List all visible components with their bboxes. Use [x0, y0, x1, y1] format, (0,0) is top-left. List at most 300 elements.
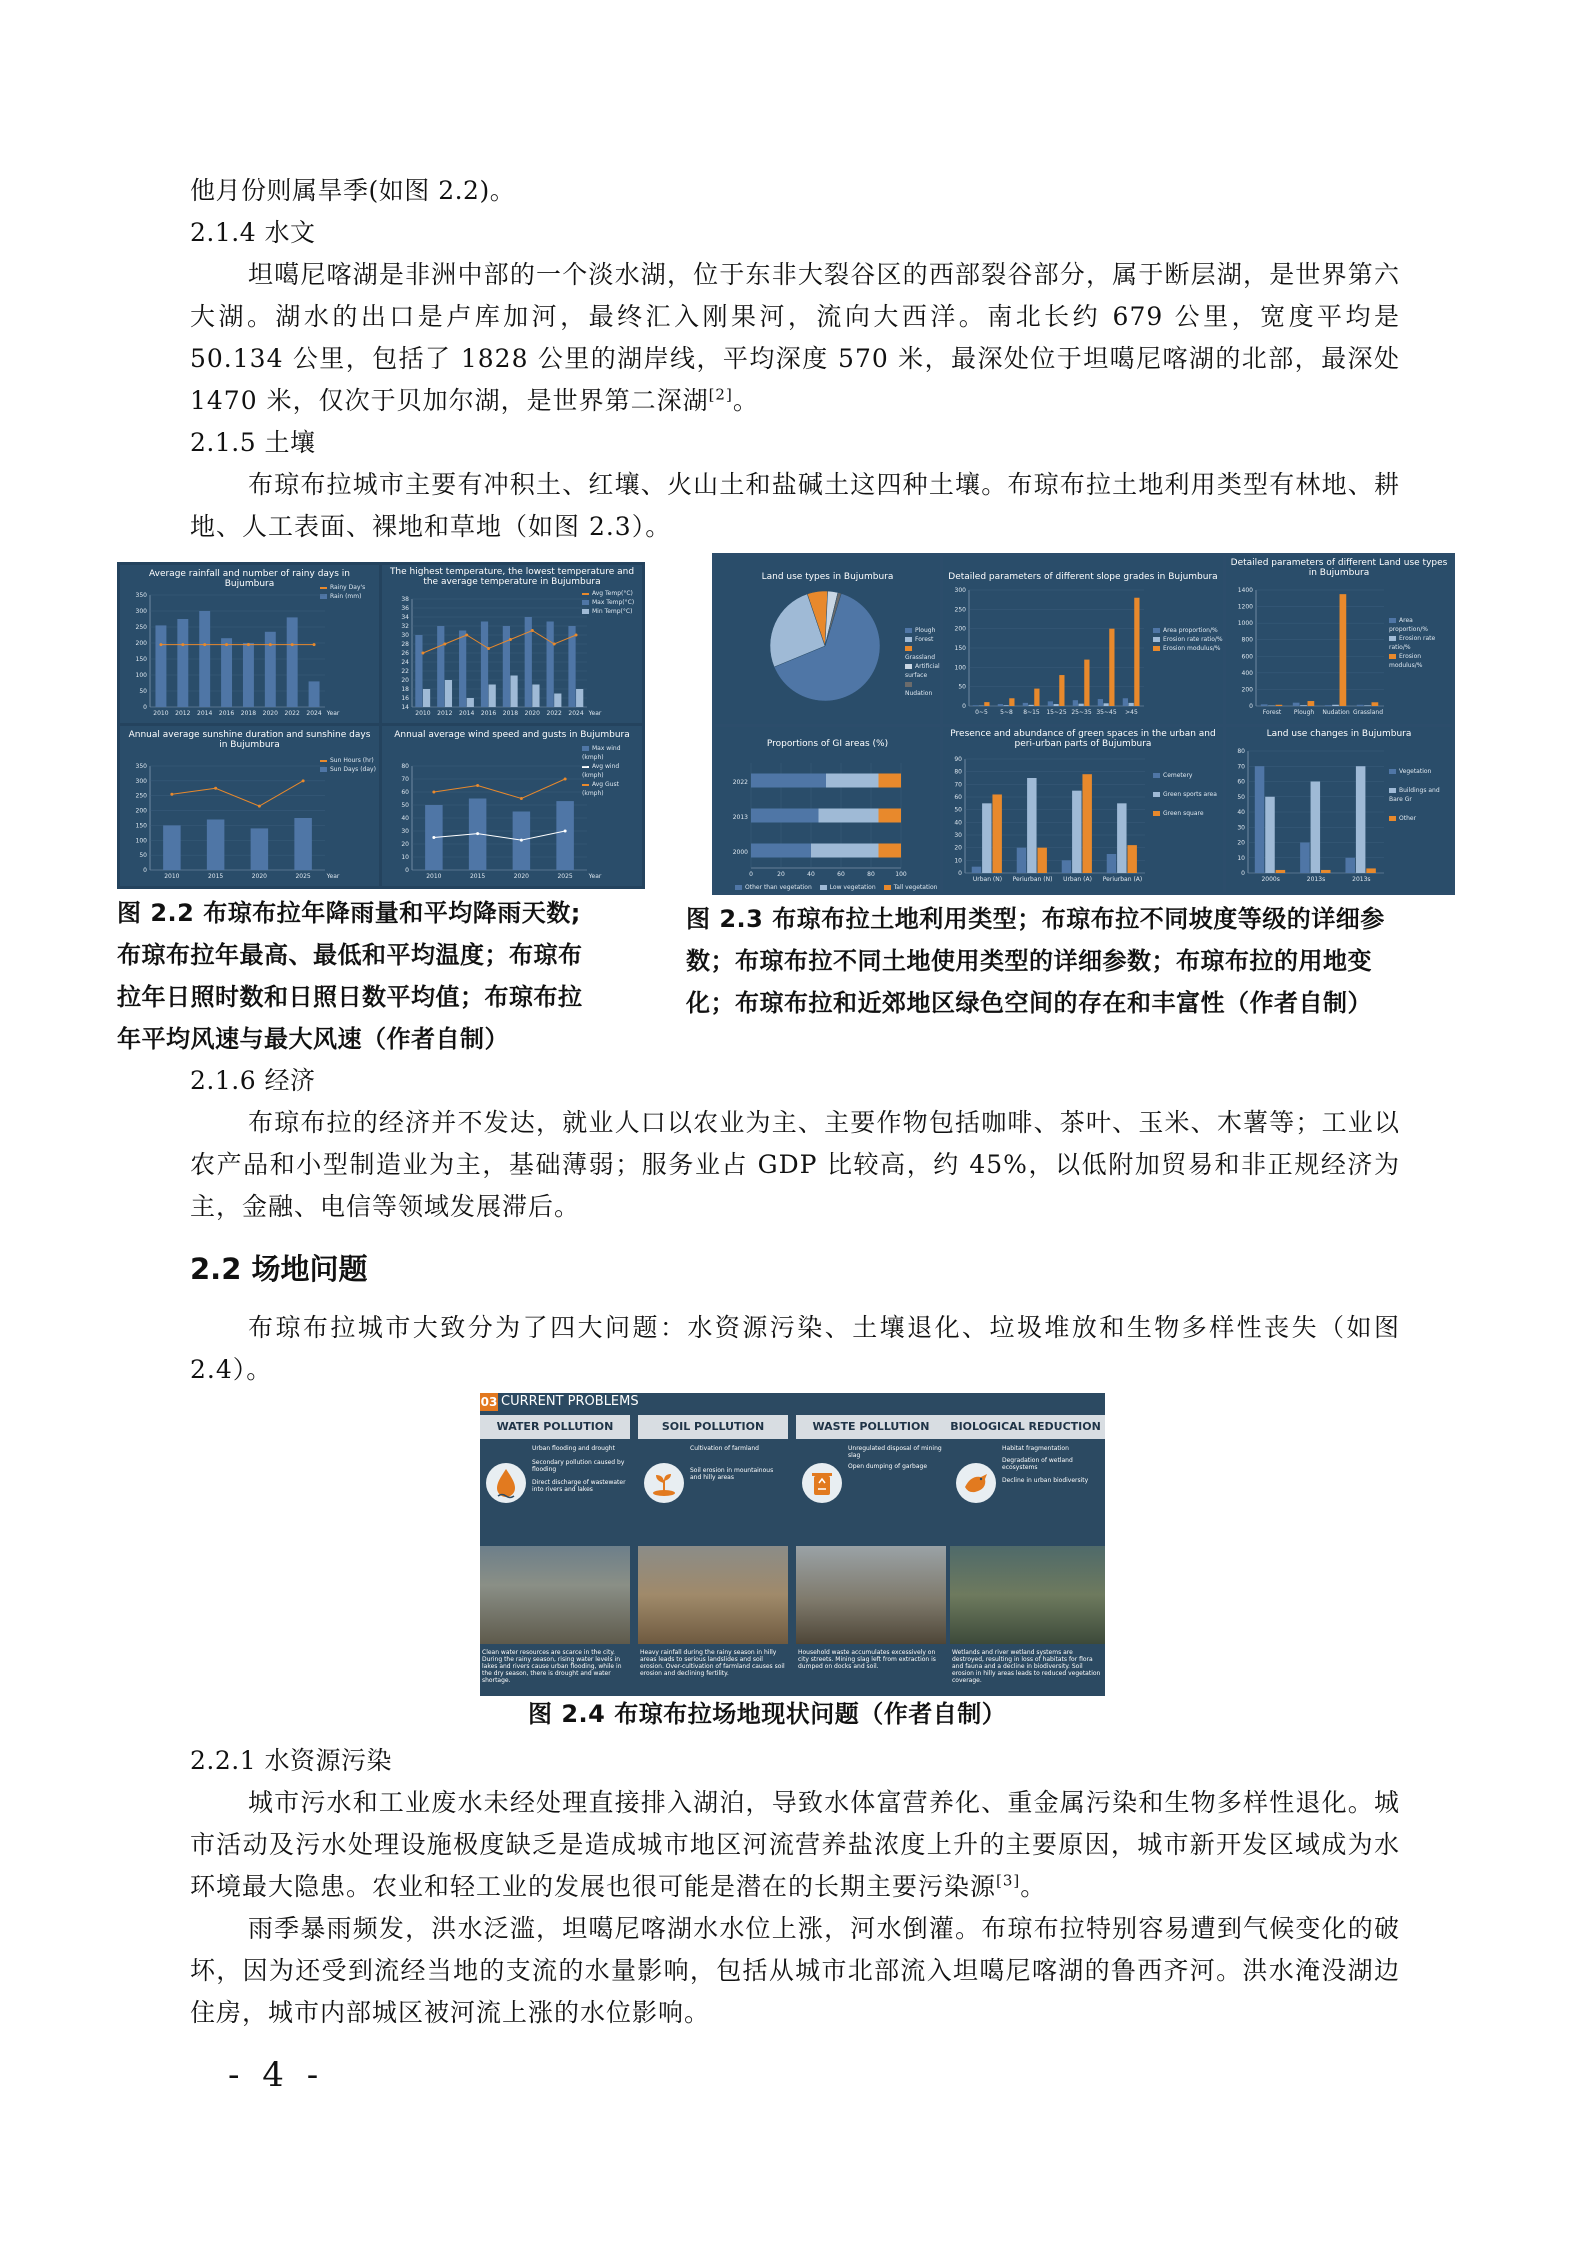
y-tick-label: 70	[1237, 763, 1245, 771]
figure-2-4	[480, 1393, 1105, 1696]
point	[159, 643, 162, 646]
legend: Area proportion/% Erosion rate ratio/% Erosion modulus/%	[1389, 617, 1436, 669]
y-tick-label: 200	[135, 807, 147, 815]
y-tick-label: 1400	[1237, 587, 1253, 594]
bar	[467, 698, 474, 707]
series-line	[434, 779, 565, 799]
y-tick-label: 30	[1237, 824, 1245, 832]
x-tick-label: Plough	[1293, 709, 1315, 716]
bar	[998, 704, 1003, 706]
x-tick-label: 2020	[513, 873, 530, 880]
bar	[510, 676, 517, 708]
y-tick-label: 30	[401, 828, 409, 835]
bar	[972, 867, 981, 873]
legend: Plough Forest Grassland Artificial surface Nudation	[905, 627, 940, 697]
y-tick-label: 50	[401, 802, 409, 809]
bar	[163, 825, 181, 870]
bar	[973, 705, 978, 706]
bar	[1027, 778, 1036, 873]
bar	[489, 685, 496, 708]
bar	[1345, 858, 1355, 873]
y-tick-label: 100	[135, 837, 147, 845]
y-tick-label: 200	[954, 625, 966, 633]
heading-2-1-5: 2.1.5 土壤	[190, 428, 316, 457]
bar	[1356, 766, 1366, 873]
point	[531, 629, 534, 632]
y-tick-label: 250	[135, 624, 147, 631]
y-tick-label: 0	[1241, 870, 1245, 877]
chart-land-use-params	[1226, 556, 1452, 724]
point	[269, 643, 272, 646]
y-tick-label: 40	[401, 815, 409, 822]
x-tick-label: 2022	[284, 710, 300, 717]
x-tick-label: Urban (A)	[1063, 876, 1092, 883]
page-number: - 4 -	[228, 2055, 325, 2095]
y-tick-label: 14	[401, 704, 409, 711]
bar	[1123, 698, 1128, 706]
x-tick-label: Forest	[1262, 709, 1282, 716]
y-tick-label: 40	[1237, 809, 1245, 816]
bar-segment	[879, 809, 902, 823]
bar	[1325, 705, 1332, 706]
y-tick-label: 20	[401, 841, 409, 848]
bar-segment	[811, 844, 879, 858]
x-tick-label: 2010	[426, 873, 442, 880]
heading-2-1-4: 2.1.4 水文	[190, 218, 316, 247]
y-tick-label: 250	[954, 606, 966, 614]
y-tick-label: 22	[401, 668, 409, 675]
bar-segment	[879, 844, 902, 858]
point	[432, 836, 435, 839]
chart-slope-grades	[943, 556, 1223, 724]
figure-2-3	[712, 553, 1455, 895]
paragraph-water-pollution-2: 雨季暴雨频发，洪水泛滥，坦噶尼喀湖水水位上涨，河水倒灌。布琼布拉特别容易遭到气候变化的破坏，因为还受到流经当地的支流的水量影响，包括从城市北部流入坦噶尼喀湖的鲁西齐河。洪水淹没湖边住房，城市内部城区被河流上涨的水位影响。	[190, 1914, 1400, 2027]
bar	[1129, 703, 1134, 706]
y-tick-label: 90	[954, 756, 962, 763]
point	[465, 634, 468, 637]
bar	[265, 632, 276, 707]
point	[247, 643, 250, 646]
x-tick-label: 2024	[568, 710, 584, 717]
y-tick-label: 50	[954, 806, 962, 814]
bar	[576, 689, 583, 707]
x-tick-label: 2020	[262, 710, 278, 717]
y-tick-label: 300	[954, 587, 966, 594]
bar	[1079, 704, 1084, 706]
legend: Avg Temp(°C) Max Temp(°C) Min Temp(°C)	[582, 589, 634, 616]
bar	[1300, 843, 1310, 874]
y-tick-label: 10	[954, 857, 962, 865]
y-tick-label: 400	[1241, 669, 1253, 677]
bar	[1059, 675, 1064, 706]
chart-title: Detailed parameters of different slope grades in Bujumbura	[948, 572, 1218, 582]
bar	[556, 801, 574, 870]
x-tick-label: 2020	[251, 873, 268, 880]
x-axis-label: Year	[326, 873, 340, 880]
chart-plot	[715, 753, 940, 881]
x-tick-label: 2025	[295, 873, 311, 880]
x-tick-label: 40	[807, 871, 815, 878]
bar	[1109, 629, 1114, 706]
point	[181, 643, 184, 646]
bar	[1300, 705, 1307, 706]
bar	[207, 819, 225, 870]
category-water-pollution: WATER POLLUTION	[480, 1415, 630, 1439]
y-tick-label: 2022	[732, 779, 748, 786]
x-tick-label: 2012	[437, 710, 453, 717]
bar	[1029, 705, 1034, 706]
x-tick-label: 2013s	[1352, 876, 1371, 883]
bar	[1134, 598, 1139, 706]
bar	[423, 689, 430, 707]
x-tick-label: 8~15	[1023, 709, 1040, 716]
bar	[1009, 698, 1014, 706]
y-tick-label: 16	[401, 695, 409, 702]
y-tick-label: 18	[401, 686, 409, 693]
bar	[199, 611, 210, 707]
x-tick-label: 2022	[546, 710, 562, 717]
x-tick-label: 25~35	[1071, 709, 1092, 716]
y-tick-label: 350	[135, 592, 147, 599]
bar	[1048, 701, 1053, 706]
legend: Cemetery Green sports area Green square	[1153, 771, 1217, 818]
recycle-bin-icon	[802, 1463, 842, 1503]
bar-segment	[751, 809, 819, 823]
category-waste-pollution: WASTE POLLUTION	[796, 1415, 946, 1439]
bar	[1364, 705, 1371, 706]
x-tick-label: 5~8	[1000, 709, 1013, 716]
y-tick-label: 34	[401, 614, 409, 621]
series-line	[434, 831, 565, 840]
continuation-line: 他月份则属旱季(如图 2.2)。	[190, 176, 516, 205]
point	[203, 643, 206, 646]
chart-title: Land use changes in Bujumbura	[1266, 729, 1412, 739]
y-tick-label: 50	[139, 852, 147, 860]
bar	[437, 626, 444, 707]
point	[432, 791, 435, 794]
y-tick-label: 50	[139, 688, 147, 695]
bar	[1293, 703, 1300, 706]
y-tick-label: 150	[135, 656, 147, 663]
y-tick-label: 10	[401, 854, 409, 861]
legend: Area proportion/% Erosion rate ratio/% Erosion modulus/%	[1153, 626, 1223, 653]
x-tick-label: 2025	[557, 873, 573, 880]
y-tick-label: 60	[1237, 778, 1245, 786]
y-tick-label: 250	[135, 792, 147, 800]
chart-rainfall	[120, 565, 379, 723]
y-tick-label: 800	[1241, 636, 1253, 644]
chart-plot	[120, 744, 379, 886]
chart-land-use-pie	[715, 556, 940, 724]
x-tick-label: 2014	[459, 710, 475, 717]
bar	[309, 681, 320, 707]
y-tick-label: 70	[954, 781, 962, 789]
column-soil-pollution: Cultivation of farmland Soil erosion in mountainous and hilly areas Heavy rainfall during the rainy season in hilly areas leads to serious landslides and soil erosion. Over-cultivation of farmland causes soil erosion and declining fertility.	[638, 1441, 788, 1696]
y-tick-label: 60	[954, 794, 962, 801]
x-tick-label: 0~5	[975, 709, 988, 716]
bar	[1104, 703, 1109, 706]
point	[553, 643, 556, 646]
y-tick-label: 2000	[732, 849, 748, 856]
current-problems-header	[480, 1393, 1105, 1411]
x-tick-label: >45	[1125, 709, 1138, 716]
y-tick-label: 300	[135, 777, 147, 785]
chart-plot	[382, 744, 642, 886]
chart-svg	[120, 744, 379, 886]
legend: Rainy Day's Rain (mm)	[320, 583, 365, 601]
y-tick-label: 200	[135, 640, 147, 647]
x-tick-label: Nudation	[1322, 709, 1350, 716]
bar	[1082, 774, 1091, 873]
bar	[155, 625, 166, 707]
y-tick-label: 70	[401, 776, 409, 783]
chart-land-use-changes	[1226, 727, 1452, 892]
bird-icon	[956, 1463, 996, 1503]
paragraph-economy: 布琼布拉的经济并不发达，就业人口以农业为主、主要作物包括咖啡、茶叶、玉米、木薯等；工业以农产品和小型制造业为主，基础薄弱；服务业占 GDP 比较高，约 45%，以低附加贸易和非正规经济为主，金融、电信等领域发展滞后。	[190, 1108, 1400, 1221]
seedling-icon	[644, 1463, 684, 1503]
bar	[294, 818, 312, 870]
bar	[1276, 870, 1286, 873]
y-tick-label: 0	[143, 704, 147, 711]
bar	[1276, 705, 1283, 706]
bar	[459, 631, 466, 708]
x-axis-label: Year	[588, 710, 602, 717]
chart-svg	[120, 581, 379, 723]
bar	[1062, 860, 1071, 873]
y-tick-label: 0	[1249, 703, 1253, 710]
y-tick-label: 1000	[1237, 620, 1253, 628]
bar	[177, 619, 188, 707]
point	[443, 643, 446, 646]
bar	[1017, 848, 1026, 873]
chart-title: Detailed parameters of different Land use types in Bujumbura	[1230, 558, 1448, 578]
paragraph-site-issues: 布琼布拉城市大致分为了四大问题：水资源污染、土壤退化、垃圾堆放和生物多样性丧失（如图 2.4）。	[190, 1313, 1400, 1384]
bar	[982, 803, 991, 873]
x-tick-label: 2020	[524, 710, 540, 717]
bar-segment	[819, 809, 879, 823]
bar	[1084, 660, 1089, 706]
bar	[1023, 703, 1028, 706]
point	[575, 634, 578, 637]
x-axis-label: Year	[588, 873, 602, 880]
chart-title: Annual average wind speed and gusts in Bujumbura	[394, 730, 630, 740]
x-tick-label: Urban (N)	[972, 876, 1003, 883]
y-tick-label: 10	[1237, 854, 1245, 862]
y-tick-label: 150	[135, 822, 147, 830]
bar	[547, 622, 554, 708]
paragraph-soil: 布琼布拉城市主要有冲积土、红壤、火山土和盐碱土这四种土壤。布琼布拉土地利用类型有林地、耕地、人工表面、裸地和草地（如图 2.3）。	[190, 470, 1400, 541]
y-tick-label: 80	[954, 768, 962, 776]
point	[421, 652, 424, 655]
bar	[481, 622, 488, 708]
x-tick-label: 2010	[164, 873, 180, 880]
point	[520, 797, 523, 800]
x-tick-label: 2024	[306, 710, 322, 717]
y-tick-label: 1200	[1237, 603, 1253, 611]
x-tick-label: 2012	[175, 710, 191, 717]
point	[313, 643, 316, 646]
y-tick-label: 350	[135, 763, 147, 770]
bar	[554, 694, 561, 708]
x-tick-label: Grassland	[1353, 709, 1383, 716]
bar	[287, 617, 298, 707]
category-soil-pollution: SOIL POLLUTION	[638, 1415, 788, 1439]
y-tick-label: 30	[401, 632, 409, 639]
photo-soil-erosion	[638, 1546, 788, 1644]
caption-figure-2-3: 图 2.3 布琼布拉土地利用类型；布琼布拉不同坡度等级的详细参 数；布琼布拉不同土地使用类型的详细参数；布琼布拉的用地变 化；布琼布拉和近郊地区绿色空间的存在和丰富性（作者自制）	[686, 905, 1385, 1017]
photo-flooding	[480, 1546, 630, 1644]
y-tick-label: 150	[954, 645, 966, 652]
point	[487, 647, 490, 650]
bar	[1366, 868, 1376, 873]
citation-ref-2[interactable]: [2]	[708, 385, 733, 404]
bar-segment	[751, 774, 826, 788]
caption-figure-2-4: 图 2.4 布琼布拉场地现状问题（作者自制）	[528, 1700, 1007, 1728]
x-tick-label: 100	[895, 871, 907, 878]
chart-svg	[715, 753, 940, 881]
y-tick-label: 26	[401, 650, 409, 657]
bar	[243, 643, 254, 707]
bar	[1034, 689, 1039, 706]
x-axis-label: Year	[326, 710, 340, 717]
y-tick-label: 50	[958, 683, 966, 691]
figure-2-2	[117, 562, 645, 889]
legend: Sun Hours (hr) Sun Days (day)	[320, 756, 376, 774]
bar	[984, 702, 989, 706]
bar	[1054, 704, 1059, 706]
bar	[532, 685, 539, 708]
y-tick-label: 30	[954, 832, 962, 839]
y-tick-label: 0	[405, 867, 409, 874]
legend: Vegetation Buildings and Bare Gr Other	[1389, 768, 1440, 822]
bar	[1117, 803, 1126, 873]
bar	[1107, 854, 1116, 873]
y-tick-label: 0	[958, 870, 962, 877]
x-tick-label: 60	[837, 871, 845, 878]
x-tick-label: 2010	[415, 710, 431, 717]
chart-title: The highest temperature, the lowest temperature and the average temperature in Bujumbura	[389, 567, 635, 587]
bar	[1127, 845, 1136, 873]
x-tick-label: 2016	[218, 710, 235, 717]
category-biological-reduction: BIOLOGICAL REDUCTION	[946, 1415, 1105, 1439]
bar	[1037, 848, 1046, 873]
column-biological-reduction: Habitat fragmentation Degradation of wetland ecosystems Decline in urban biodiversity Wetlands and river wetland systems are destroyed, resulting in loss of habitats for flora and fauna and a decline in biodiversity. Soil erosion in hilly areas leads to reduced vegetation coverage.	[950, 1441, 1105, 1696]
y-tick-label: 0	[143, 867, 147, 874]
chart-svg	[382, 744, 642, 886]
legend: Max wind (kmph) Avg wind (kmph) Avg Gust (kmph)	[582, 745, 621, 797]
x-tick-label: 35~45	[1096, 709, 1117, 716]
x-tick-label: 2000s	[1261, 876, 1280, 883]
point	[564, 778, 567, 781]
bar	[1308, 701, 1315, 706]
y-tick-label: 2013	[732, 814, 748, 821]
chart-title: Presence and abundance of green spaces in the urban and peri-urban parts of Bujumbura	[950, 729, 1216, 749]
bar	[1098, 699, 1103, 706]
y-tick-label: 300	[135, 608, 147, 615]
x-tick-label: 20	[777, 871, 785, 878]
y-tick-label: 100	[954, 664, 966, 672]
chart-title: Land use types in Bujumbura	[761, 572, 894, 582]
bar	[1072, 791, 1081, 873]
y-tick-label: 80	[401, 763, 409, 770]
bar	[503, 626, 510, 707]
chart-title: Proportions of GI areas (%)	[766, 739, 889, 749]
point	[564, 830, 567, 833]
point	[476, 784, 479, 787]
chart-plot	[120, 581, 379, 723]
photo-waste-dumping	[796, 1546, 946, 1644]
series-line	[172, 781, 303, 806]
heading-2-2-1: 2.2.1 水资源污染	[190, 1746, 393, 1775]
bar	[415, 635, 422, 707]
x-tick-label: 2015	[207, 873, 224, 880]
chart-plot	[382, 581, 642, 723]
column-waste-pollution: Unregulated disposal of mining slag Open dumping of garbage Household waste accumulates excessively on city streets. Mining slag left from extraction is dumped on docks and soil.	[796, 1441, 946, 1696]
x-tick-label: 2014	[197, 710, 213, 717]
bar	[1321, 870, 1331, 873]
x-tick-label: Periurban (N)	[1012, 876, 1053, 883]
x-tick-label: 0	[749, 871, 753, 878]
chart-svg	[382, 581, 642, 723]
y-tick-label: 36	[401, 605, 409, 612]
bar	[1357, 705, 1364, 706]
bar	[251, 828, 269, 870]
citation-ref-3[interactable]: [3]	[996, 1871, 1021, 1890]
y-tick-label: 24	[401, 659, 409, 666]
chart-title: Annual average sunshine duration and sunshine days in Bujumbura	[128, 730, 371, 750]
heading-2-2: 2.2 场地问题	[190, 1252, 368, 1286]
point	[509, 638, 512, 641]
section-title: CURRENT PROBLEMS	[501, 1394, 639, 1409]
chart-wind	[382, 726, 642, 886]
legend: Other than vegetation Low vegetation Tall vegetation	[735, 883, 937, 892]
y-tick-label: 20	[401, 677, 409, 684]
point	[258, 805, 261, 808]
y-tick-label: 38	[401, 596, 409, 603]
bar-segment	[879, 774, 902, 788]
bar	[1261, 704, 1268, 706]
section-number: 03	[480, 1395, 498, 1409]
column-water-pollution: Urban flooding and drought Secondary pollution caused by flooding Direct discharge of wastewater into rivers and lakes Clean water resources are scarce in the city. During the rainy season, rising water levels in lakes and rivers cause urban flooding, while in the dry season, there is drought and water shortage.	[480, 1441, 630, 1696]
y-tick-label: 28	[401, 641, 409, 648]
y-tick-label: 0	[962, 703, 966, 710]
chart-temperature	[382, 565, 642, 723]
bar	[1073, 700, 1078, 706]
y-tick-label: 60	[401, 789, 409, 796]
x-tick-label: 2010	[153, 710, 169, 717]
bar	[992, 794, 1001, 873]
x-tick-label: 2016	[480, 710, 497, 717]
x-tick-label: Periurban (A)	[1102, 876, 1143, 883]
photo-wetland	[950, 1546, 1105, 1644]
bar	[525, 617, 532, 707]
x-tick-label: 2013s	[1306, 876, 1326, 883]
x-tick-label: 15~25	[1046, 709, 1067, 716]
y-tick-label: 100	[135, 672, 147, 679]
bar	[1372, 702, 1379, 706]
x-tick-label: 2018	[502, 710, 519, 717]
x-tick-label: 80	[867, 871, 875, 878]
bar-segment	[826, 774, 879, 788]
chart-gi-areas	[715, 727, 940, 892]
chart-sunshine	[120, 726, 379, 886]
y-tick-label: 80	[1237, 748, 1245, 755]
caption-figure-2-2: 图 2.2 布琼布拉年降雨量和平均降雨天数; 布琼布拉年最高、最低和平均温度；布琼布 拉年日照时数和日照日数平均值；布琼布拉 年平均风速与最大风速（作者自制）	[117, 899, 583, 1053]
chart-title: Average rainfall and number of rainy days in Bujumbura	[148, 569, 350, 589]
y-tick-label: 600	[1241, 653, 1253, 661]
bar-segment	[751, 844, 811, 858]
point	[302, 779, 305, 782]
